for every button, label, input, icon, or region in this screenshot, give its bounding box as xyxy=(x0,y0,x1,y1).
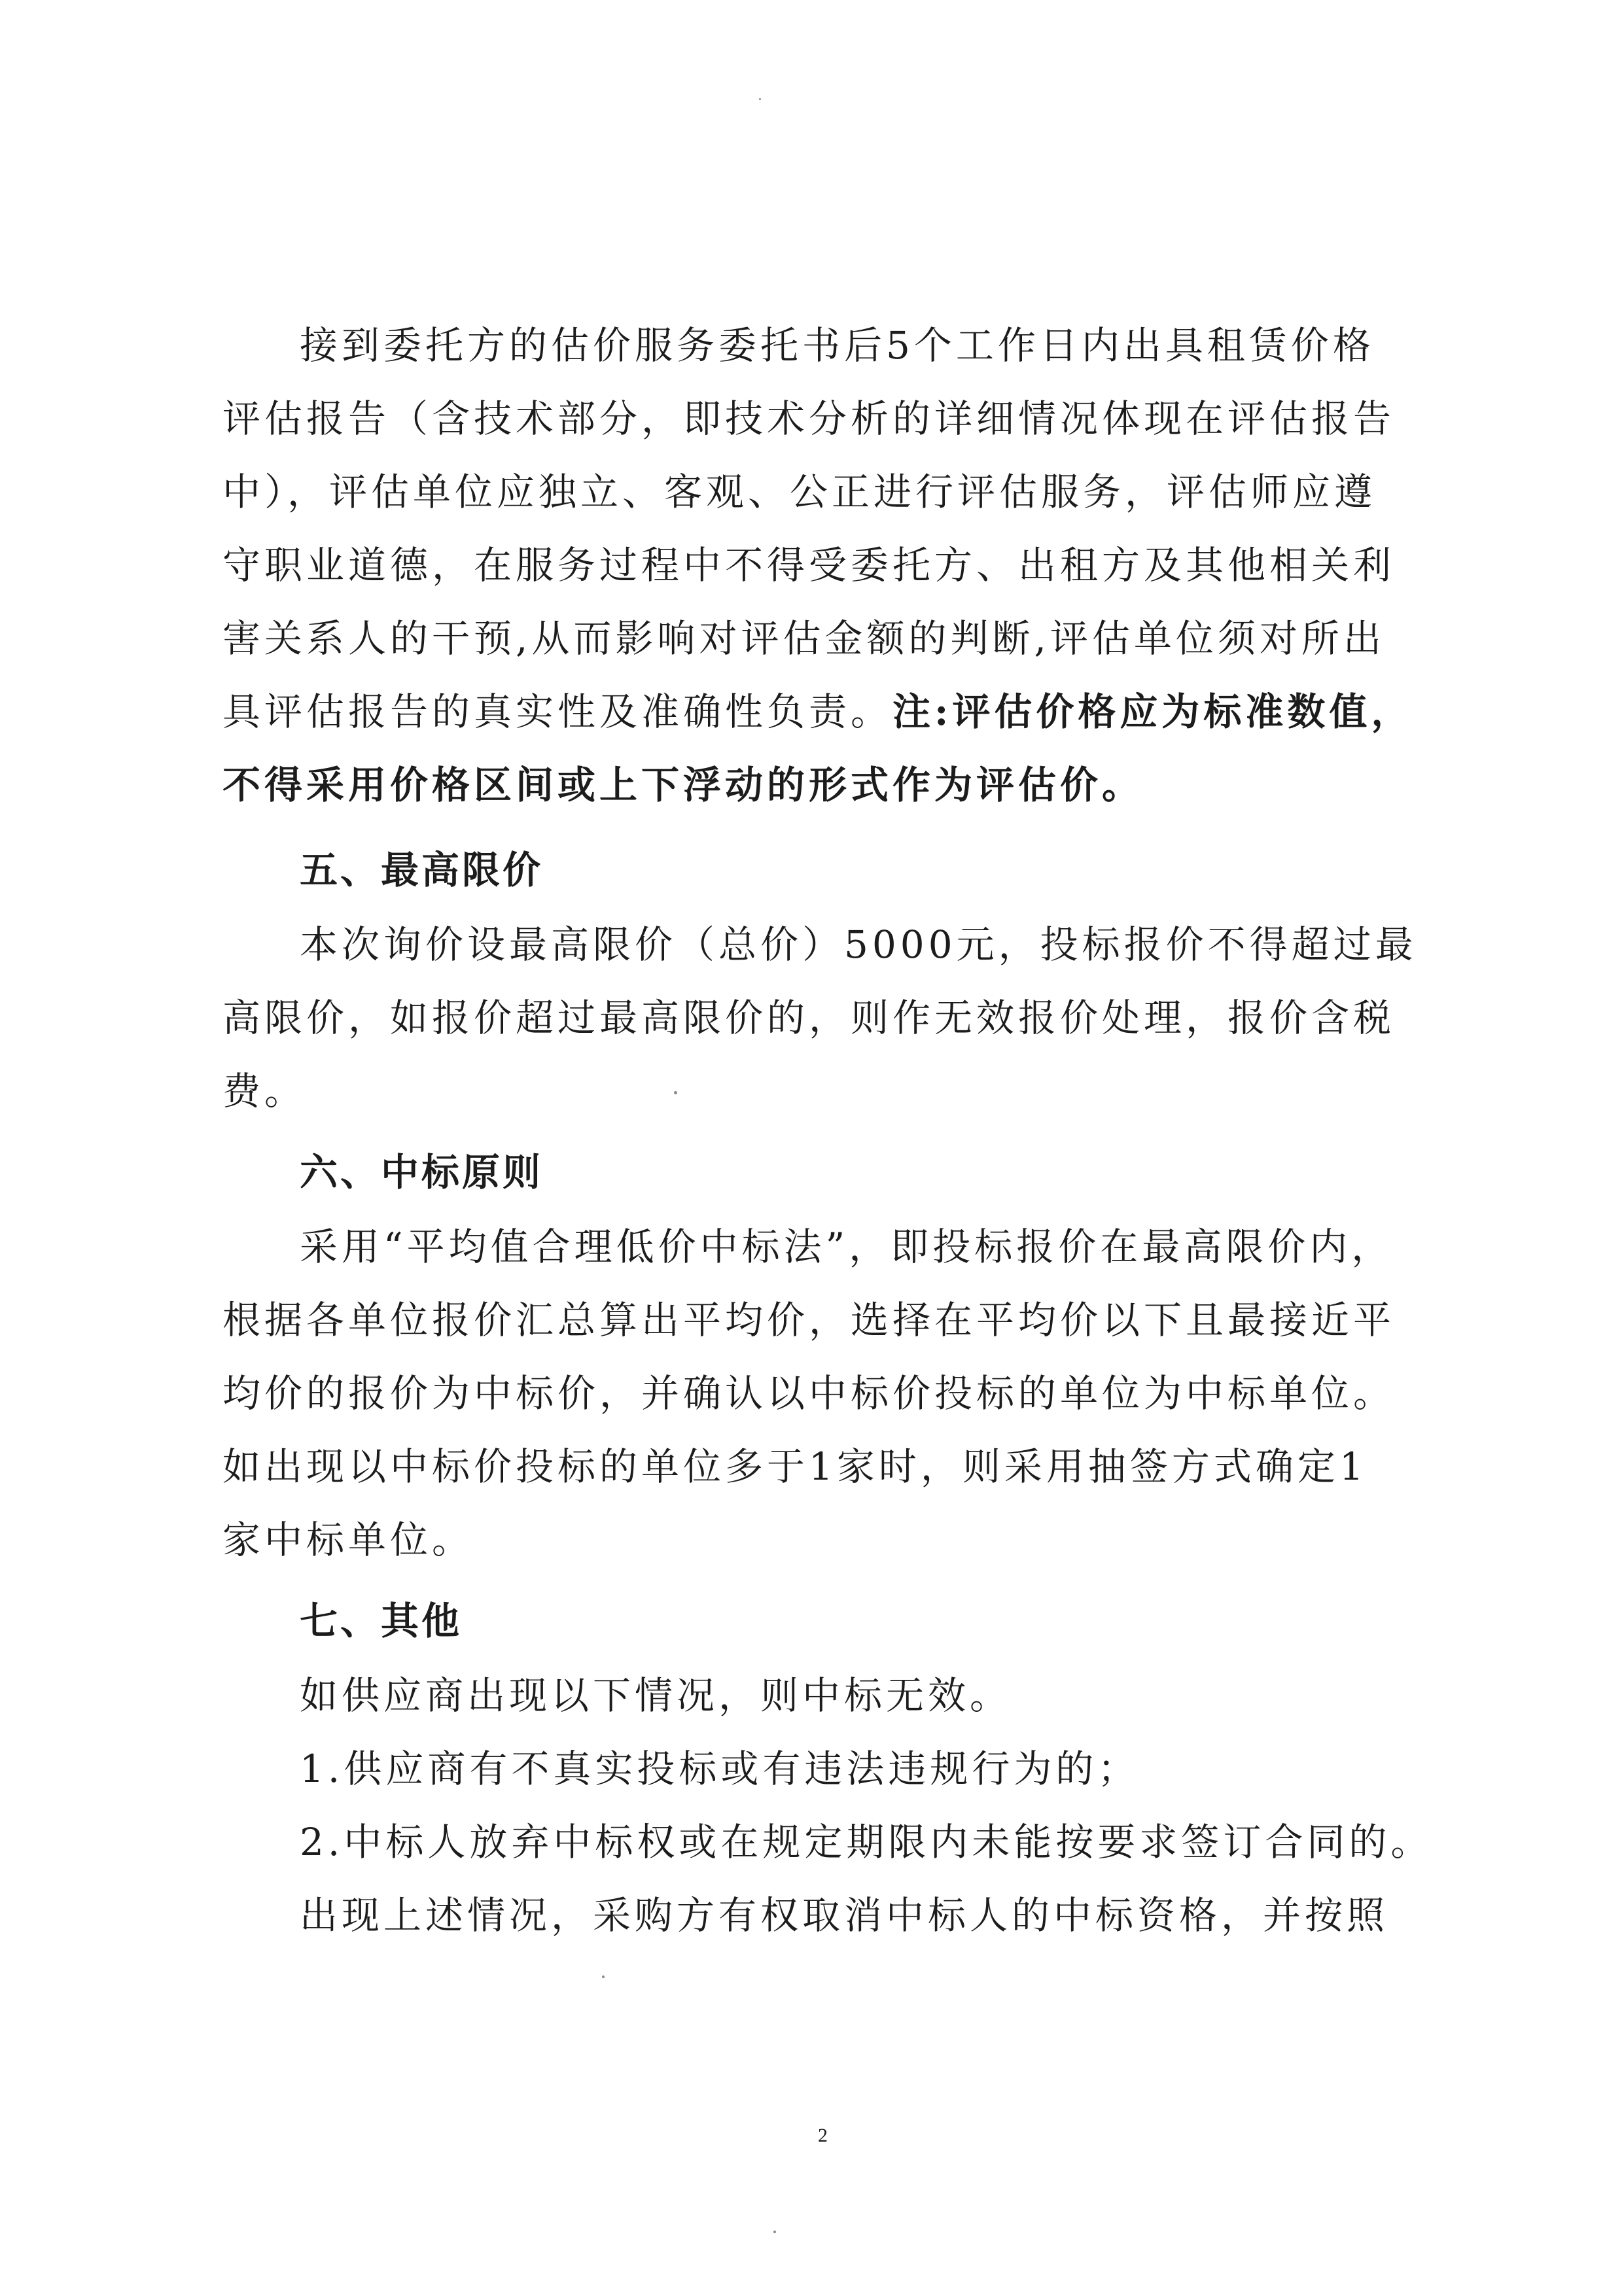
scan-speck xyxy=(759,98,761,100)
scan-speck xyxy=(602,1975,605,1978)
scan-speck xyxy=(674,1091,677,1094)
paragraph-line: 如供应商出现以下情况，则中标无效。 xyxy=(300,1673,1012,1718)
paragraph-line: 根据各单位报价汇总算出平均价，选择在平均价以下且最接近平 xyxy=(222,1298,1396,1342)
paragraph-line: 评估报告（含技术部分，即技术分析的详细情况体现在评估报告 xyxy=(222,396,1396,441)
paragraph-line: 高限价，如报价超过最高限价的，则作无效报价处理，报价含税 xyxy=(222,996,1396,1040)
paragraph-line: 如出现以中标价投标的单位多于1家时，则采用抽签方式确定1 xyxy=(222,1444,1368,1489)
note-text: 注:评估价格应为标准数值， xyxy=(892,689,1413,734)
paragraph-line: 采用“平均值合理低价中标法”，即投标报价在最高限价内， xyxy=(300,1225,1394,1269)
section-heading: 六、中标原则 xyxy=(300,1150,544,1194)
paragraph-line: 中），评估单位应独立、客观、公正进行评估服务，评估师应遵 xyxy=(222,470,1377,514)
note-text: 不得采用价格区间或上下浮动的形式作为评估价。 xyxy=(222,763,1144,807)
section-heading: 七、其他 xyxy=(300,1599,463,1643)
paragraph-text: 具评估报告的真实性及准确性负责。 xyxy=(222,689,893,734)
paragraph-line: 家中标单位。 xyxy=(222,1518,474,1562)
paragraph-line: 守职业道德，在服务过程中不得受委托方、出租方及其他相关利 xyxy=(222,543,1396,587)
paragraph-line xyxy=(222,686,1453,738)
page-number: 2 xyxy=(818,2125,828,2146)
paragraph-line: 出现上述情况，采购方有权取消中标人的中标资格，并按照 xyxy=(300,1893,1389,1938)
paragraph-line: 本次询价设最高限价（总价）5000元，投标报价不得超过最 xyxy=(300,922,1417,967)
paragraph-line: 害关系人的干预,从而影响对评估金额的判断,评估单位须对所出 xyxy=(222,616,1385,661)
paragraph-line: 均价的报价为中标价，并确认以中标价投标的单位为中标单位。 xyxy=(222,1371,1396,1416)
paragraph-line: 费。 xyxy=(222,1069,307,1113)
list-item: 2.中标人放弃中标权或在规定期限内未能按要求签订合同的。 xyxy=(300,1820,1433,1864)
section-heading: 五、最高限价 xyxy=(300,848,544,892)
list-item: 1.供应商有不真实投标或有违法违规行为的； xyxy=(300,1747,1140,1791)
paragraph-line: 接到委托方的估价服务委托书后5个工作日内出具租赁价格 xyxy=(300,323,1375,368)
scan-speck xyxy=(773,2231,776,2233)
